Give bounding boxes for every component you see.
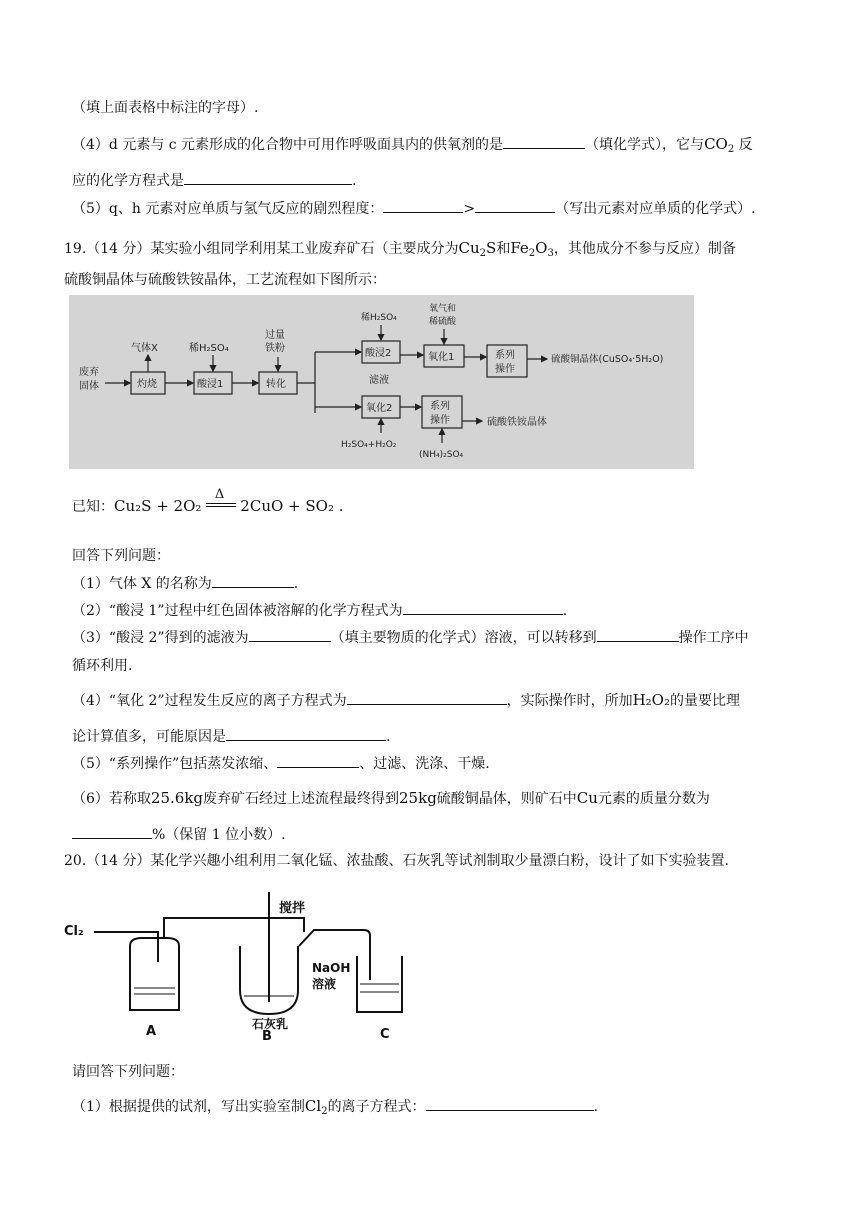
q18-part4: （4）d 元素与 c 元素形成的化合物中可用作呼吸面具内的供氧剂的是 （填化学式），它与$CO_2$ 反 — [72, 135, 753, 155]
q19-part6-cont: %（保留 1 位小数）. — [72, 824, 286, 845]
answer-blank[interactable] — [426, 1096, 594, 1111]
q18-part5: （5）q、h 元素对应单质与氢气反应的剧烈程度： > （写出元素对应单质的化学式）. — [72, 198, 756, 219]
filtrate-label: 滤液 — [369, 375, 389, 386]
cl2-label: Cl₂ — [64, 924, 84, 939]
q19-part3: （3）“酸浸 2”得到的滤液为 （填主要物质的化学式）溶液，可以转移到 操作工序中 — [72, 627, 749, 648]
gas-x-label: 气体X — [131, 343, 158, 354]
iron-label-1: 过量 — [265, 330, 285, 341]
feed-label-1: 废弃 — [79, 367, 99, 378]
heat-condition-arrow: Δ — [206, 503, 236, 511]
series2-reagent-label: (NH₄)₂SO₄ — [419, 450, 464, 460]
q19-intro: 19.（14 分）某实验小组同学利用某工业废弃矿石（主要成分为$Cu_2S$和$Fe_2O_3$，其他成分不参与反应）制备 — [64, 239, 736, 259]
q20-intro: 20.（14 分）某化学兴趣小组利用二氧化锰、浓盐酸、石灰乳等试剂制取少量漂白粉，设计了如下实验装置. — [64, 853, 729, 869]
acid1-label: 酸浸1 — [197, 379, 224, 390]
convert-label: 转化 — [266, 379, 286, 390]
fe2o3-formula: $Fe_2O_3$ — [510, 239, 554, 259]
answer-blank[interactable] — [184, 170, 352, 185]
iron-label-2: 铁粉 — [265, 343, 285, 354]
answer-blank[interactable] — [403, 600, 563, 615]
answer-blank[interactable] — [277, 753, 359, 768]
feed-label-2: 固体 — [79, 381, 99, 392]
q19-part5: （5）“系列操作”包括蒸发浓缩、 、过滤、洗涤、干燥. — [72, 753, 490, 774]
top-acid-label: 稀H₂SO₄ — [361, 313, 397, 323]
product1-label: 硫酸铜晶体(CuSO₄·5H₂O) — [551, 354, 664, 365]
series1-label-2: 操作 — [495, 364, 515, 375]
dilute-acid-label: 稀H₂SO₄ — [189, 343, 229, 354]
lime-milk-label: 石灰乳 — [252, 1017, 289, 1031]
q20-prompt: 请回答下列问题： — [72, 1064, 184, 1080]
answer-blank[interactable] — [383, 198, 463, 213]
solution-label: 溶液 — [312, 977, 337, 991]
q20-part1: （1）根据提供的试剂，写出实验室制$Cl_2$的离子方程式： . — [72, 1097, 599, 1117]
bottle-a — [130, 946, 179, 1010]
label-c: C — [380, 1027, 390, 1042]
label-a: A — [146, 1024, 157, 1039]
co2-formula: $CO_2$ — [704, 135, 735, 155]
answer-blank[interactable] — [597, 627, 679, 642]
inlet-tube — [94, 932, 158, 962]
answer-blank[interactable] — [347, 690, 507, 705]
q19-part1: （1）气体 X 的名称为 . — [72, 573, 298, 594]
acid2-label: 酸浸2 — [365, 348, 392, 359]
q18-part4-cont: 应的化学方程式是 . — [72, 170, 356, 191]
label-b: B — [262, 1029, 272, 1044]
q19-intro-cont: 硫酸铜晶体与硫酸铁铵晶体，工艺流程如下图所示： — [64, 272, 386, 288]
cu2s-formula: $Cu_2S$ — [458, 239, 497, 259]
process-flowchart — [69, 295, 694, 469]
cl2-formula: $Cl_2$ — [304, 1097, 328, 1117]
q19-part4-cont: 论计算值多，可能原因是 . — [72, 726, 390, 747]
q19-part4: （4）“氧化 2”过程发生反应的离子方程式为 ，实际操作时，所加H₂O₂的量要比理 — [72, 691, 740, 709]
q19-part3-cont: 循环利用. — [72, 658, 133, 674]
q19-part2: （2）“酸浸 1”过程中红色固体被溶解的化学方程式为 . — [72, 600, 567, 621]
answer-prompt: 回答下列问题： — [72, 548, 170, 564]
series1-label-1: 系列 — [495, 350, 515, 361]
o2-acid-label-2: 稀硫酸 — [429, 317, 457, 327]
apparatus-diagram — [64, 880, 424, 1045]
answer-blank[interactable] — [249, 627, 331, 642]
known-equation: 已知：Cu₂S + 2O₂ Δ 2CuO + SO₂ . — [72, 487, 344, 515]
q18-line-fill-letter: （填上面表格中标注的字母）. — [72, 100, 259, 116]
roast-label: 灼烧 — [137, 379, 157, 390]
series2-label-2: 操作 — [430, 415, 450, 426]
naoh-label: NaOH — [312, 961, 351, 975]
oxidation2-label: 氧化2 — [366, 403, 393, 414]
oxidation1-label: 氧化1 — [428, 352, 455, 363]
o2-acid-label-1: 氧气和 — [429, 304, 457, 314]
bottle-a-shoulder — [130, 938, 179, 946]
q19-part6: （6）若称取25.6kg废弃矿石经过上述流程最终得到25kg硫酸铜晶体，则矿石中Cu元素的质量分数为 — [72, 789, 710, 807]
ox2-reagent-label: H₂SO₄+H₂O₂ — [341, 440, 397, 450]
answer-blank[interactable] — [72, 824, 152, 839]
series2-label-1: 系列 — [430, 401, 450, 412]
stir-label: 搅拌 — [279, 901, 306, 916]
product2-label: 硫酸铁铵晶体 — [487, 417, 547, 428]
answer-blank[interactable] — [212, 573, 294, 588]
answer-blank[interactable] — [475, 198, 555, 213]
answer-blank[interactable] — [226, 726, 386, 741]
connecting-tube — [164, 918, 304, 938]
answer-blank[interactable] — [503, 134, 585, 149]
